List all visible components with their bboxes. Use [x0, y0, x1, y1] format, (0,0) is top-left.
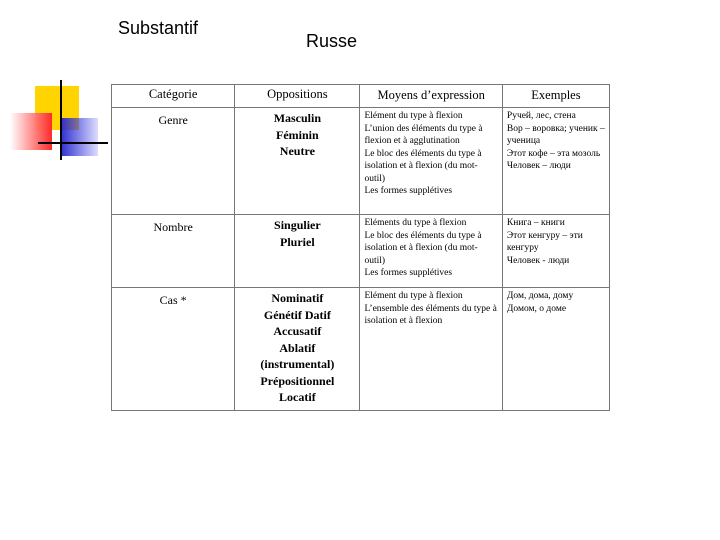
header-exemples: Exemples [502, 85, 609, 108]
opposition-item: Ablatif [279, 340, 316, 355]
header-oppositions: Oppositions [235, 85, 360, 108]
example-item: Этот кенгуру – эти кенгуру [506, 230, 583, 253]
means-cell [360, 288, 502, 411]
decorative-red-square [10, 113, 52, 150]
opposition-item: Génétif Datif [263, 307, 331, 322]
example-item: Ручей, лес, стена [506, 111, 576, 121]
opposition-item: (instrumental) [260, 357, 335, 371]
table-row-genre [112, 108, 610, 215]
category-cell [112, 288, 235, 411]
means-cell [360, 108, 502, 215]
means-cell [360, 215, 502, 288]
example-item: Человек - люди [506, 255, 570, 266]
example-item: Этот кофе – эта мозоль [506, 148, 601, 159]
slide-title-substantif: Substantif [118, 18, 199, 38]
oppositions-cell [235, 108, 360, 215]
table-header-row [112, 85, 610, 108]
example-item: Книга – книги [506, 218, 565, 228]
opposition-item: Féminin [276, 127, 319, 142]
means-item: Les formes supplétives [364, 186, 453, 196]
header-moyens: Moyens d’expression [360, 85, 502, 108]
table-row-nombre [112, 215, 610, 288]
means-item: Elément du type à flexion [364, 291, 463, 301]
opposition-item: Masculin [273, 111, 322, 125]
oppositions-cell [235, 288, 360, 411]
slide-title-russe: Russe [306, 31, 358, 51]
example-item: Человек – люди [506, 161, 571, 171]
opposition-item: Singulier [274, 218, 321, 232]
examples-cell [502, 215, 609, 288]
example-item: Дом, дома, дому [506, 291, 574, 301]
example-item: Домом, о доме [506, 303, 567, 314]
opposition-item: Pluriel [280, 234, 315, 249]
decorative-vertical-line [60, 80, 62, 160]
category-label: Cas * [159, 293, 187, 307]
opposition-item: Neutre [279, 144, 315, 158]
means-item: Elément du type à flexion [364, 111, 463, 121]
table-row-cas [112, 288, 610, 411]
category-cell [112, 108, 235, 215]
grammar-table [111, 84, 610, 411]
decorative-horizontal-line [38, 142, 108, 144]
examples-cell [502, 288, 609, 411]
means-item: L’ensemble des éléments du type à isolation et à flexion [364, 303, 497, 326]
category-label: Nombre [153, 220, 193, 234]
means-item: Le bloc des éléments du type à isolation et à flexion (du mot-outil) [364, 230, 482, 266]
oppositions-cell [235, 215, 360, 288]
opposition-item: Accusatif [273, 324, 322, 338]
opposition-item: Nominatif [271, 291, 324, 305]
means-item: Les formes supplétives [364, 268, 453, 278]
opposition-item: Prépositionnel [260, 373, 335, 388]
category-label: Genre [158, 113, 188, 127]
means-item: Le bloc des éléments du type à isolation et à flexion (du mot-outil) [364, 148, 482, 184]
means-item: L’union des éléments du type à flexion et à agglutination [364, 123, 483, 146]
means-item: Eléments du type à flexion [364, 218, 467, 228]
example-item: Вор – воровка; ученик – ученица [506, 123, 605, 146]
header-categorie: Catégorie [112, 85, 235, 108]
examples-cell [502, 108, 609, 215]
opposition-item: Locatif [279, 390, 316, 404]
category-cell [112, 215, 235, 288]
decorative-blue-square [60, 118, 98, 156]
